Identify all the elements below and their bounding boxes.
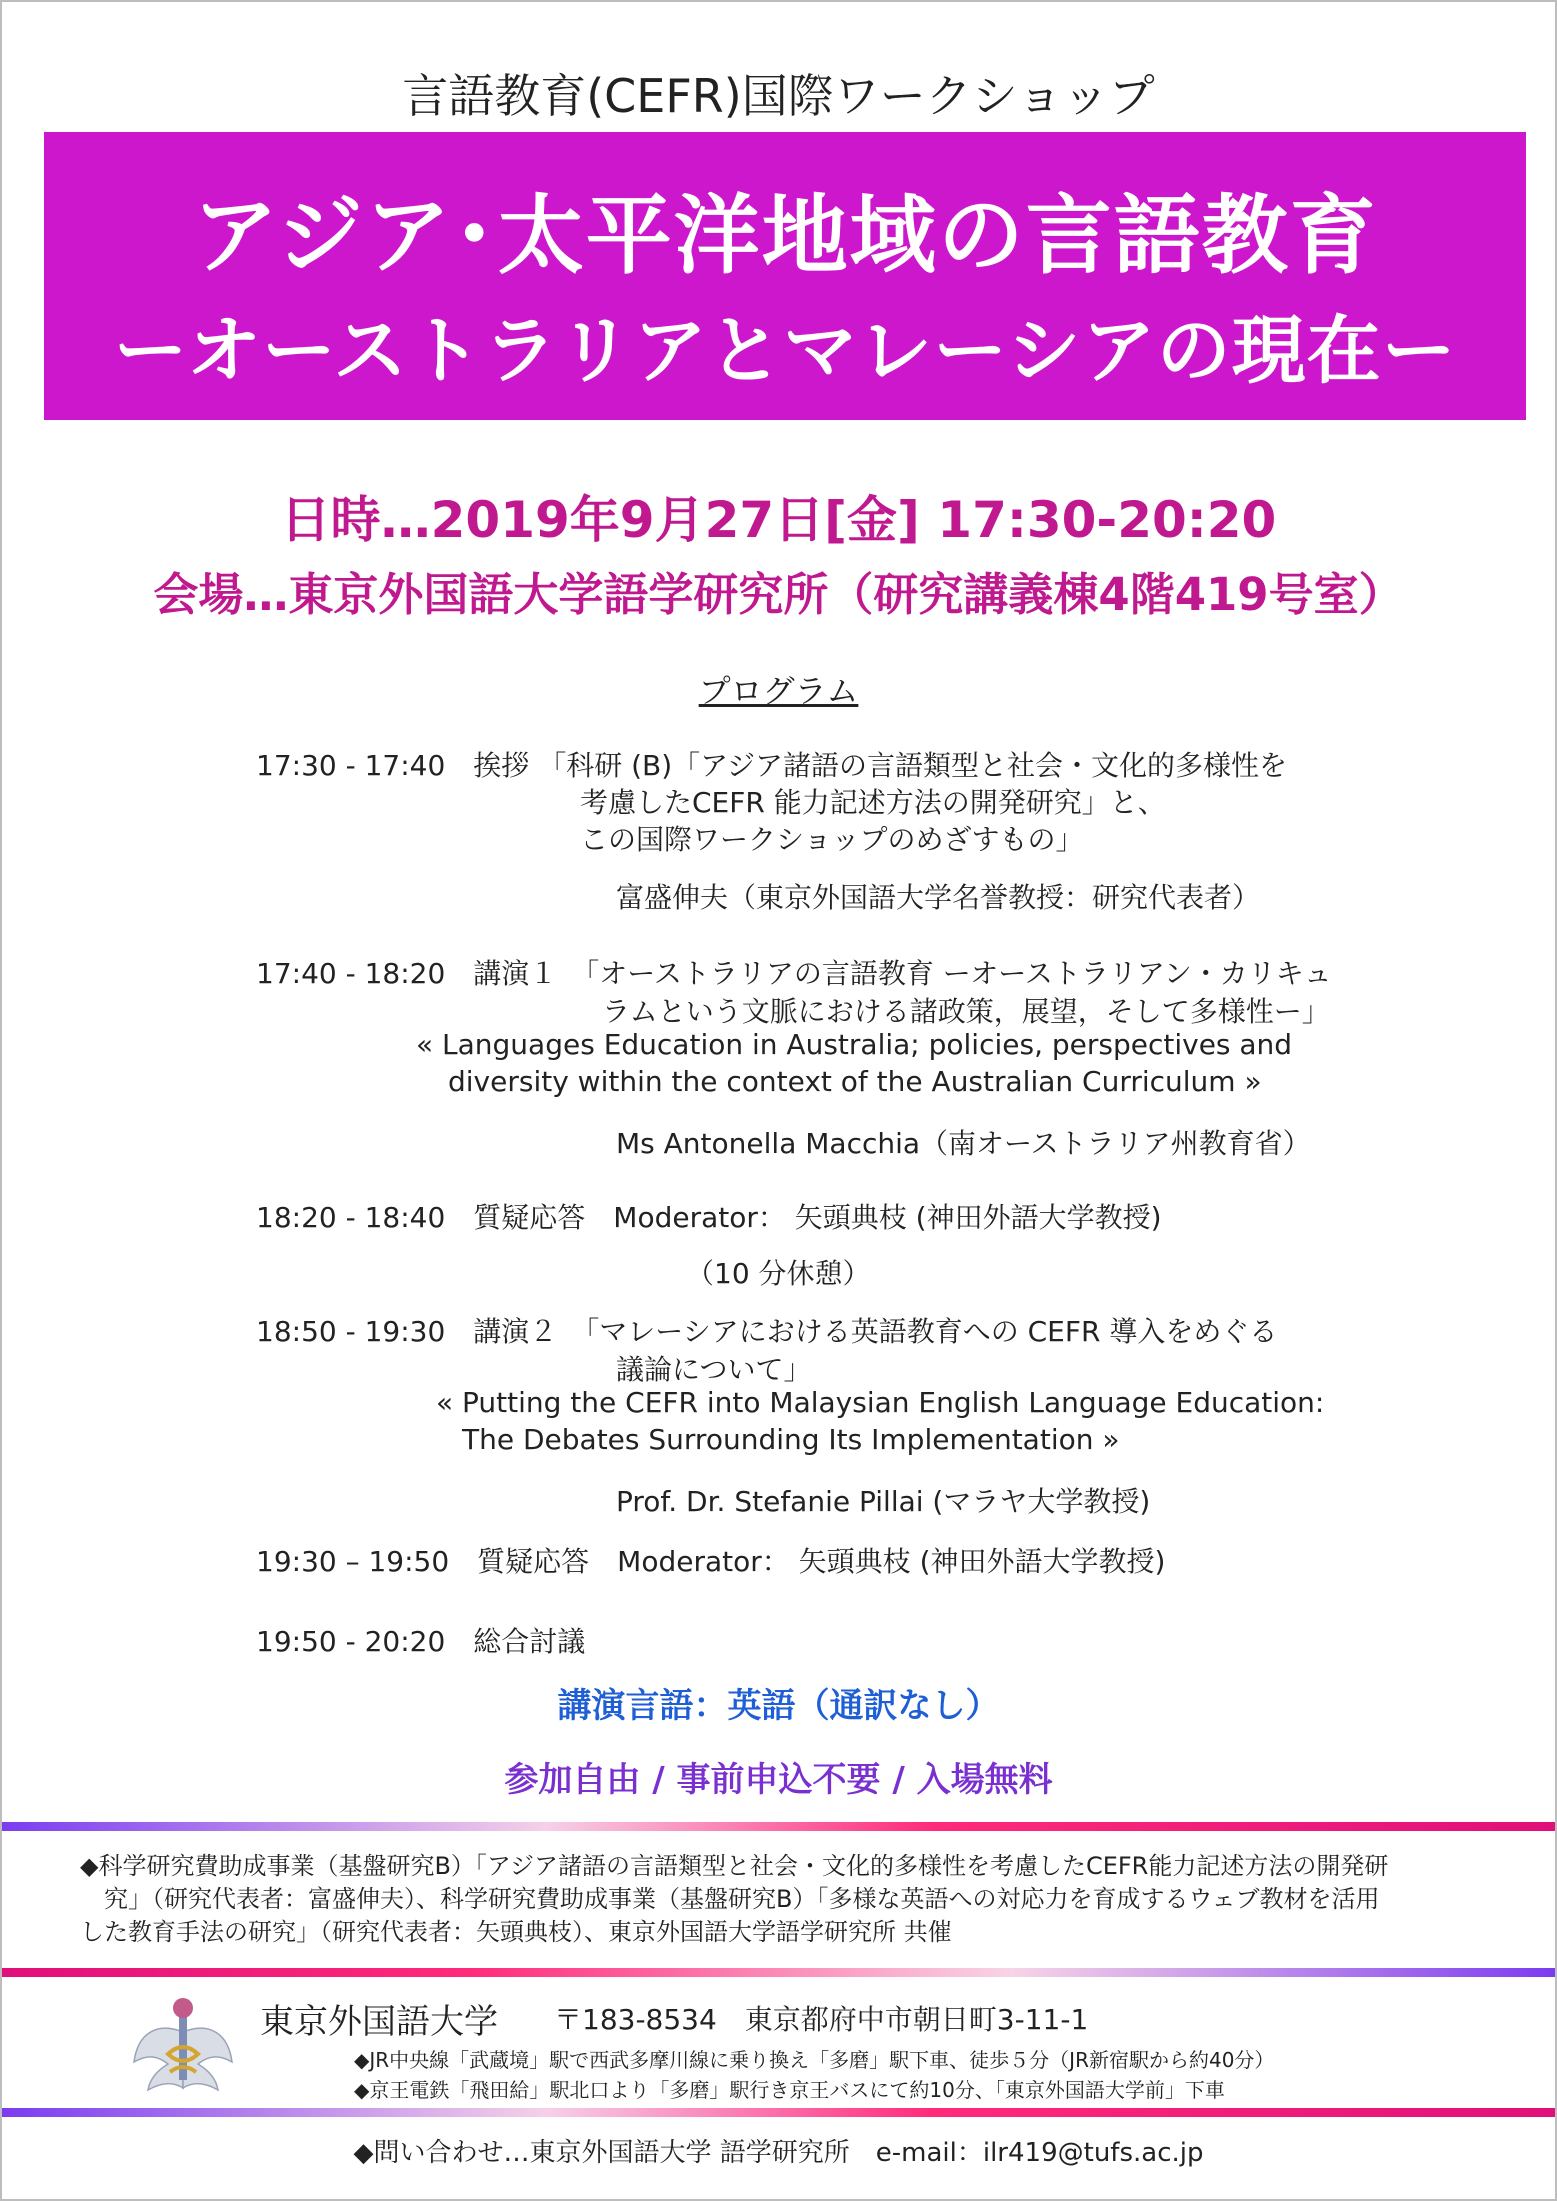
divider: [2, 1968, 1555, 1977]
program-item-lecture1-english: « Languages Education in Australia; policies, perspectives and: [416, 1028, 1293, 1061]
event-date: 日時…2019年9月27日[金] 17:30-20:20: [280, 491, 1277, 549]
program-heading: プログラム: [698, 672, 859, 710]
program-item-lecture2-cont: 議論について」: [616, 1353, 812, 1386]
title-banner: [44, 132, 1526, 420]
event-venue: 会場…東京外国語大学語学研究所（研究講義棟4階419号室）: [153, 568, 1404, 621]
program-item-discussion: 19:50 - 20:20 総合討議: [256, 1625, 586, 1658]
program-item-qa1: 18:20 - 18:40 質疑応答 Moderator： 矢頭典枝 (神田外語大学教授): [256, 1201, 1162, 1234]
program-speaker: 富盛伸夫（東京外国語大学名誉教授：研究代表者）: [616, 881, 1261, 914]
program-break: （10 分休憩）: [686, 1257, 871, 1290]
main-title: アジア･太平洋地域の言語教育: [192, 186, 1378, 286]
program-item-greeting: 17:30 - 17:40 挨拶 「科研 (B)「アジア諸語の言語類型と社会・文化的多様性を: [256, 749, 1288, 782]
program-item-qa2: 19:30 – 19:50 質疑応答 Moderator： 矢頭典枝 (神田外語大学教授): [256, 1545, 1166, 1578]
funding-line: した教育手法の研究」（研究代表者：矢頭典枝）、東京外国語大学語学研究所 共催: [80, 1918, 952, 1946]
funding-line: 究」（研究代表者：富盛伸夫）、科学研究費助成事業（基盤研究B）「多様な英語への対応力を育成するウェブ教材を活用: [104, 1885, 1380, 1913]
program-item-greeting-cont: この国際ワークショップのめざすもの」: [580, 823, 1084, 856]
funding-statement: [80, 1850, 1388, 1949]
admission-notice: 参加自由 / 事前申込不要 / 入場無料: [504, 1760, 1053, 1800]
program-item-lecture1-cont: ラムという文脈における諸政策，展望，そして多様性ー」: [602, 995, 1330, 1028]
program-item-lecture1-english: diversity within the context of the Australian Curriculum »: [448, 1065, 1262, 1098]
divider: [2, 2108, 1555, 2117]
program-speaker: Ms Antonella Macchia（南オーストラリア州教育省）: [616, 1127, 1311, 1160]
contact-info: ◆問い合わせ…東京外国語大学 語学研究所 e-mail：ilr419@tufs.ac.jp: [353, 2138, 1204, 2168]
access-info: ◆JR中央線「武蔵境」駅で西武多摩川線に乗り換え「多磨」駅下車、徒歩５分（JR新宿駅から約40分）: [354, 2048, 1275, 2072]
access-info: ◆京王電鉄「飛田給」駅北口より「多磨」駅行き京王バスにて約10分、「東京外国語大学前」下車: [354, 2078, 1225, 2102]
divider: [2, 1822, 1555, 1831]
program-speaker: Prof. Dr. Stefanie Pillai (マラヤ大学教授): [616, 1485, 1151, 1518]
university-name: 東京外国語大学: [260, 2002, 498, 2042]
workshop-subtitle: 言語教育(CEFR)国際ワークショップ: [402, 69, 1155, 123]
program-item-lecture2: 18:50 - 19:30 講演２ 「マレーシアにおける英語教育への CEFR 導入をめぐる: [256, 1315, 1278, 1348]
program-item-lecture2-english: « Putting the CEFR into Malaysian English Language Education:: [436, 1386, 1325, 1419]
program-item-lecture1: 17:40 - 18:20 講演１ 「オーストラリアの言語教育 ーオーストラリアン・カリキュ: [256, 957, 1332, 990]
university-emblem-icon: [128, 1992, 238, 2102]
funding-line: ◆科学研究費助成事業（基盤研究B）「アジア諸語の言語類型と社会・文化的多様性を考慮したCEFR能力記述方法の開発研: [80, 1852, 1389, 1880]
main-subtitle: ーオーストラリアとマレーシアの現在ー: [113, 308, 1457, 394]
university-address: 〒183-8534 東京都府中市朝日町3-11-1: [554, 2003, 1089, 2036]
lecture-language-notice: 講演言語：英語（通訳なし）: [557, 1686, 1000, 1726]
program-item-greeting-cont: 考慮したCEFR 能力記述方法の開発研究」と、: [580, 786, 1166, 819]
program-item-lecture2-english: The Debates Surrounding Its Implementation »: [462, 1423, 1120, 1456]
